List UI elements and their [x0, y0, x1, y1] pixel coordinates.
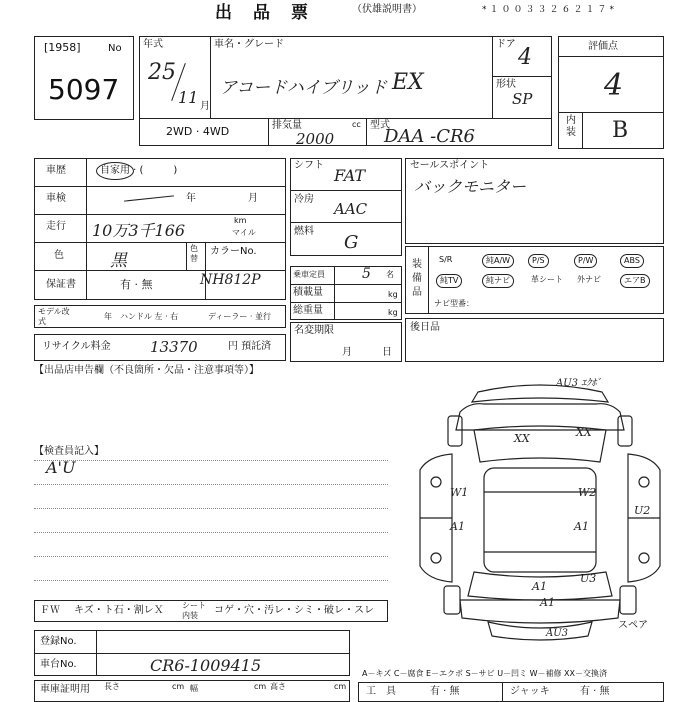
- recycle-value: 13370: [150, 338, 198, 356]
- doors-label: ドア: [496, 39, 516, 50]
- inspector-label: 【検査員記入】: [34, 446, 104, 457]
- cc-unit: cc: [352, 120, 361, 129]
- ac-value: AAC: [334, 200, 368, 218]
- capacity-label: 乗車定員: [293, 270, 325, 279]
- inspection-month-unit: 月: [248, 193, 258, 204]
- dmg-xx-roof: XX: [514, 432, 530, 445]
- total-weight-label: 総重量: [293, 305, 323, 316]
- car-grade: EX: [392, 70, 424, 95]
- dmg-a1-right: A1: [574, 520, 589, 533]
- tools-options: 有 · 無: [430, 686, 460, 697]
- after-parts-label: 後日品: [410, 322, 440, 333]
- shape-label: 形状: [496, 79, 516, 90]
- equipment-item: ABS: [620, 254, 644, 268]
- model-change-label: モデル改 式: [38, 307, 86, 326]
- equipment-item: S/R: [439, 255, 453, 264]
- registration-label: 登録No.: [40, 636, 77, 647]
- year-label: 年式: [143, 39, 163, 50]
- shift-label: シフト: [294, 160, 324, 171]
- damage-code-legend: A－キズ C－腐食 E－エクボ S－サビ U－凹ミ W－補修 XX－交換済: [362, 669, 608, 678]
- name-change-day: 日: [382, 347, 392, 358]
- equipment-item: 革シート: [531, 275, 563, 284]
- score-label: 評価点: [588, 41, 618, 52]
- equipment-item: P/S: [528, 254, 549, 268]
- dmg-a1-rear: A1: [532, 580, 547, 593]
- equipment-item: 純ナビ: [482, 274, 514, 288]
- length-unit: cm: [172, 682, 185, 691]
- fuel-label: 燃料: [294, 226, 314, 237]
- history-label: 車歴: [46, 165, 66, 176]
- model-value: DAA -CR6: [384, 126, 476, 147]
- car-name: アコードハイブリッド: [220, 78, 387, 98]
- month-value: 11: [178, 88, 199, 107]
- after-parts-box: [405, 318, 664, 362]
- load-unit: kg: [388, 290, 398, 299]
- garage-cert-label: 車庫証明用: [40, 684, 90, 695]
- dmg-a1-left: A1: [450, 520, 465, 533]
- dmg-au3-top: AU3 ｴｸﾎﾞ: [556, 378, 602, 389]
- dmg-u2-edge: U2: [634, 504, 651, 517]
- equipment-label: 装備品: [412, 259, 422, 298]
- shift-value: FAT: [334, 166, 366, 185]
- spare-label: スペア: [618, 620, 648, 631]
- sheet-label: シート内装: [182, 601, 206, 620]
- height-unit: cm: [334, 682, 347, 691]
- document-title: 出 品 票: [215, 3, 310, 23]
- interior-label: 内装: [566, 115, 576, 138]
- chassis-label: 車台No.: [40, 659, 77, 670]
- barcode-serial: *１００３３２６２１７*: [482, 5, 618, 15]
- recycle-suffix: 円 預託済: [228, 341, 272, 352]
- warranty-label: 保証書: [46, 279, 76, 290]
- tools-label: 工 具: [366, 686, 396, 697]
- model-change-year: 年: [104, 312, 112, 321]
- color-label: 色: [54, 250, 64, 261]
- notes-label: 【出品店申告欄（不良箇所・欠品・注意事項等）】: [34, 365, 259, 376]
- equipment-item: 外ナビ: [577, 275, 601, 284]
- capacity-unit: 名: [386, 270, 394, 279]
- sheet-items: コゲ・穴・汚レ・シミ・破レ・スレ: [214, 605, 374, 616]
- car-name-label: 車名・グレード: [214, 39, 284, 50]
- inspection-year-unit: 年: [186, 193, 196, 204]
- lot-number: 5097: [48, 73, 120, 106]
- capacity-value: 5: [362, 266, 371, 282]
- shape-value: SP: [512, 90, 533, 108]
- ac-label: 冷房: [294, 194, 314, 205]
- dealer-options: ディーラー · 並行: [208, 312, 271, 321]
- length-label: 長さ: [104, 682, 120, 691]
- dmg-u3-rear: U3: [580, 572, 597, 585]
- handle-options: ハンドル 左 · 右: [120, 312, 179, 321]
- displacement-label: 排気量: [272, 120, 302, 131]
- drive-type: 2WD · 4WD: [166, 125, 230, 138]
- chassis-value: CR6-1009415: [150, 656, 262, 675]
- mileage-mile: マイル: [232, 228, 256, 237]
- jack-options: 有 · 無: [580, 686, 610, 697]
- inspector-note: A'U: [46, 458, 76, 477]
- dmg-w1-left: W1: [450, 486, 469, 499]
- jack-label: ジャッキ: [510, 686, 550, 697]
- history-value: 自家用 · ( ): [100, 165, 178, 176]
- fw-items: キズ・ト石・割レＸ: [74, 605, 164, 616]
- width-unit: cm: [254, 682, 267, 691]
- width-label: 幅: [190, 684, 198, 693]
- total-weight-unit: kg: [388, 308, 398, 317]
- load-label: 積載量: [293, 287, 323, 298]
- dmg-au3-bottom: AU3: [546, 628, 569, 639]
- month-unit: 月: [200, 101, 210, 112]
- mileage-value: 10万3千166: [92, 221, 186, 240]
- navi-model-label: ナビ型番：: [434, 299, 474, 308]
- warranty-options: 有 · 無: [120, 278, 153, 291]
- color-no-value: NH812P: [200, 272, 261, 288]
- name-change-month: 月: [342, 347, 352, 358]
- year-value: 25: [148, 60, 176, 85]
- dmg-xx-right: XX: [576, 426, 592, 439]
- selling-points-value: バックモニター: [414, 177, 527, 196]
- height-label: 高さ: [270, 682, 286, 691]
- mileage-km: km: [234, 216, 247, 225]
- document-subtitle: （伏雄説明書）: [352, 4, 422, 15]
- score-value: 4: [604, 68, 624, 103]
- inspection-label: 車検: [46, 193, 66, 204]
- color-no-label: カラーNo.: [210, 246, 257, 257]
- doors-value: 4: [518, 45, 532, 70]
- displacement-value: 2000: [296, 130, 335, 148]
- lot-year-tag: [1958]: [44, 41, 81, 54]
- fuel-value: G: [344, 232, 359, 253]
- equipment-item: P/W: [574, 254, 597, 268]
- model-label: 型式: [370, 120, 390, 131]
- mileage-label: 走行: [46, 221, 66, 232]
- name-change-label: 名変期限: [294, 325, 334, 336]
- lot-no-label: No: [108, 43, 122, 54]
- equipment-item: 純TV: [436, 274, 462, 288]
- dmg-a1-bumper: A1: [540, 596, 555, 609]
- recycle-label: リサイクル料金: [42, 341, 111, 352]
- equipment-item: 純A/W: [482, 254, 514, 268]
- color-change-label: 色替: [190, 244, 198, 263]
- color-value: 黒: [110, 251, 127, 271]
- dmg-w2-right: W2: [578, 486, 597, 499]
- equipment-item: エアB: [620, 274, 650, 288]
- selling-points-label: セールスポイント: [410, 160, 490, 171]
- interior-value: B: [612, 118, 629, 143]
- private-use-circle: [96, 162, 134, 180]
- fw-label: ＦＷ: [40, 605, 60, 616]
